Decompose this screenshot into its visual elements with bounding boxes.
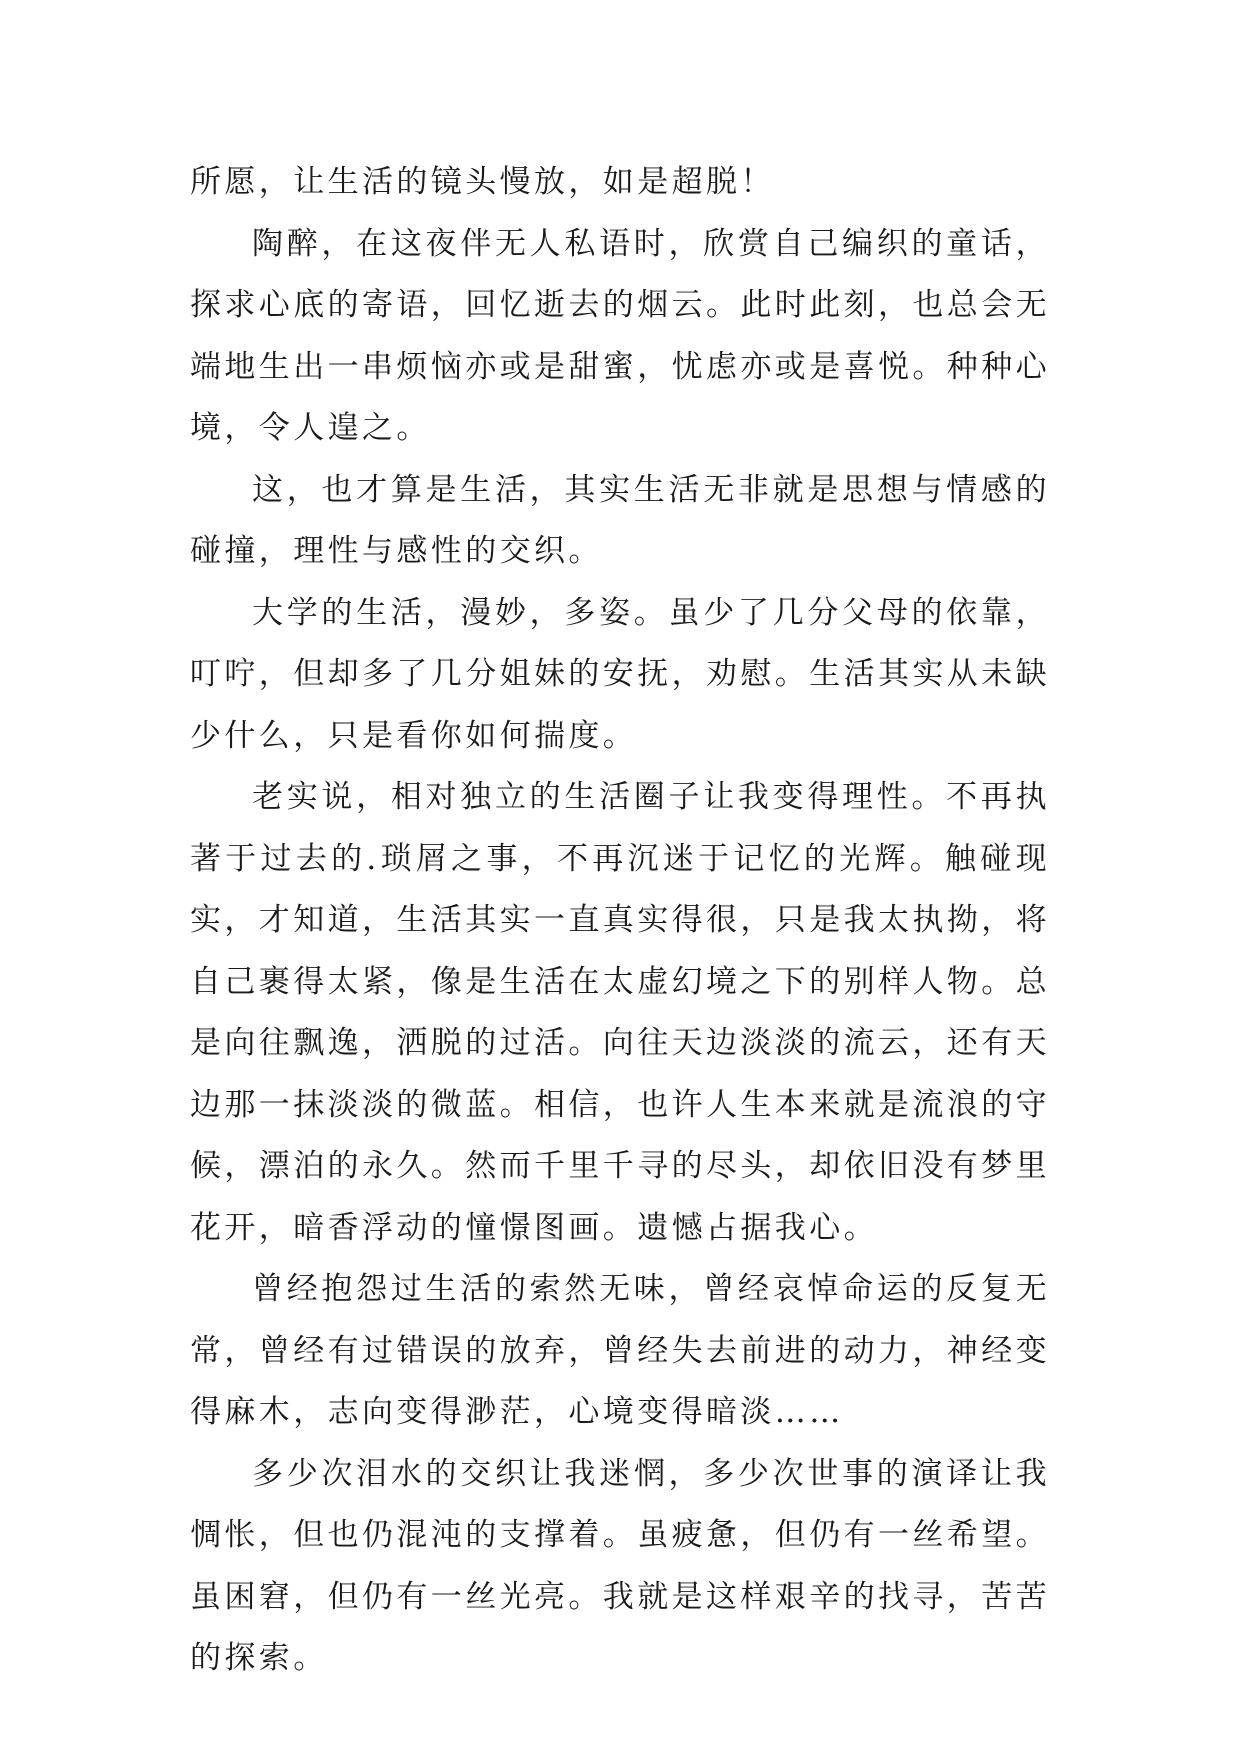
paragraph-4: 大学的生活，漫妙，多姿。虽少了几分父母的依靠，叮咛，但却多了几分姐妹的安抚，劝慰。生活其实从未缺少什么，只是看你如何揣度。 — [190, 594, 1050, 754]
paragraph-7: 多少次泪水的交织让我迷惘，多少次世事的演译让我惆怅，但也仍混沌的支撑着。虽疲惫，但仍有一丝希望。虽困窘，但仍有一丝光亮。我就是这样艰辛的找寻，苦苦的探索。 — [190, 1455, 1050, 1676]
paragraph-5: 老实说，相对独立的生活圈子让我变得理性。不再执著于过去的.琐屑之事，不再沉迷于记忆的光辉。触碰现实，才知道，生活其实一直真实得很，只是我太执拗，将自己裹得太紧，像是生活在太虚幻境之下的别样人物。总是向往飘逸，洒脱的过活。向往天边淡淡的流云，还有天边那一抹淡淡的微蓝。相信，也许人生本来就是流浪的守候，漂泊的永久。然而千里千寻的尽头，却依旧没有梦里花开，暗香浮动的憧憬图画。遗憾占据我心。 — [190, 779, 1050, 1246]
paragraph-6: 曾经抱怨过生活的索然无味，曾经哀悼命运的反复无常，曾经有过错误的放弃，曾经失去前进的动力，神经变得麻木，志向变得渺茫，心境变得暗淡…… — [190, 1271, 1050, 1430]
paragraph-2: 陶醉，在这夜伴无人私语时，欣赏自己编织的童话，探求心底的寄语，回忆逝去的烟云。此时此刻，也总会无端地生出一串烦恼亦或是甜蜜，忧虑亦或是喜悦。种种心境，令人遑之。 — [190, 225, 1050, 446]
document-body — [190, 152, 1050, 1690]
paragraph-1: 所愿，让生活的镜头慢放，如是超脱！ — [190, 164, 775, 200]
paragraph-3: 这，也才算是生活，其实生活无非就是思想与情感的碰撞，理性与感性的交织。 — [190, 471, 1050, 569]
